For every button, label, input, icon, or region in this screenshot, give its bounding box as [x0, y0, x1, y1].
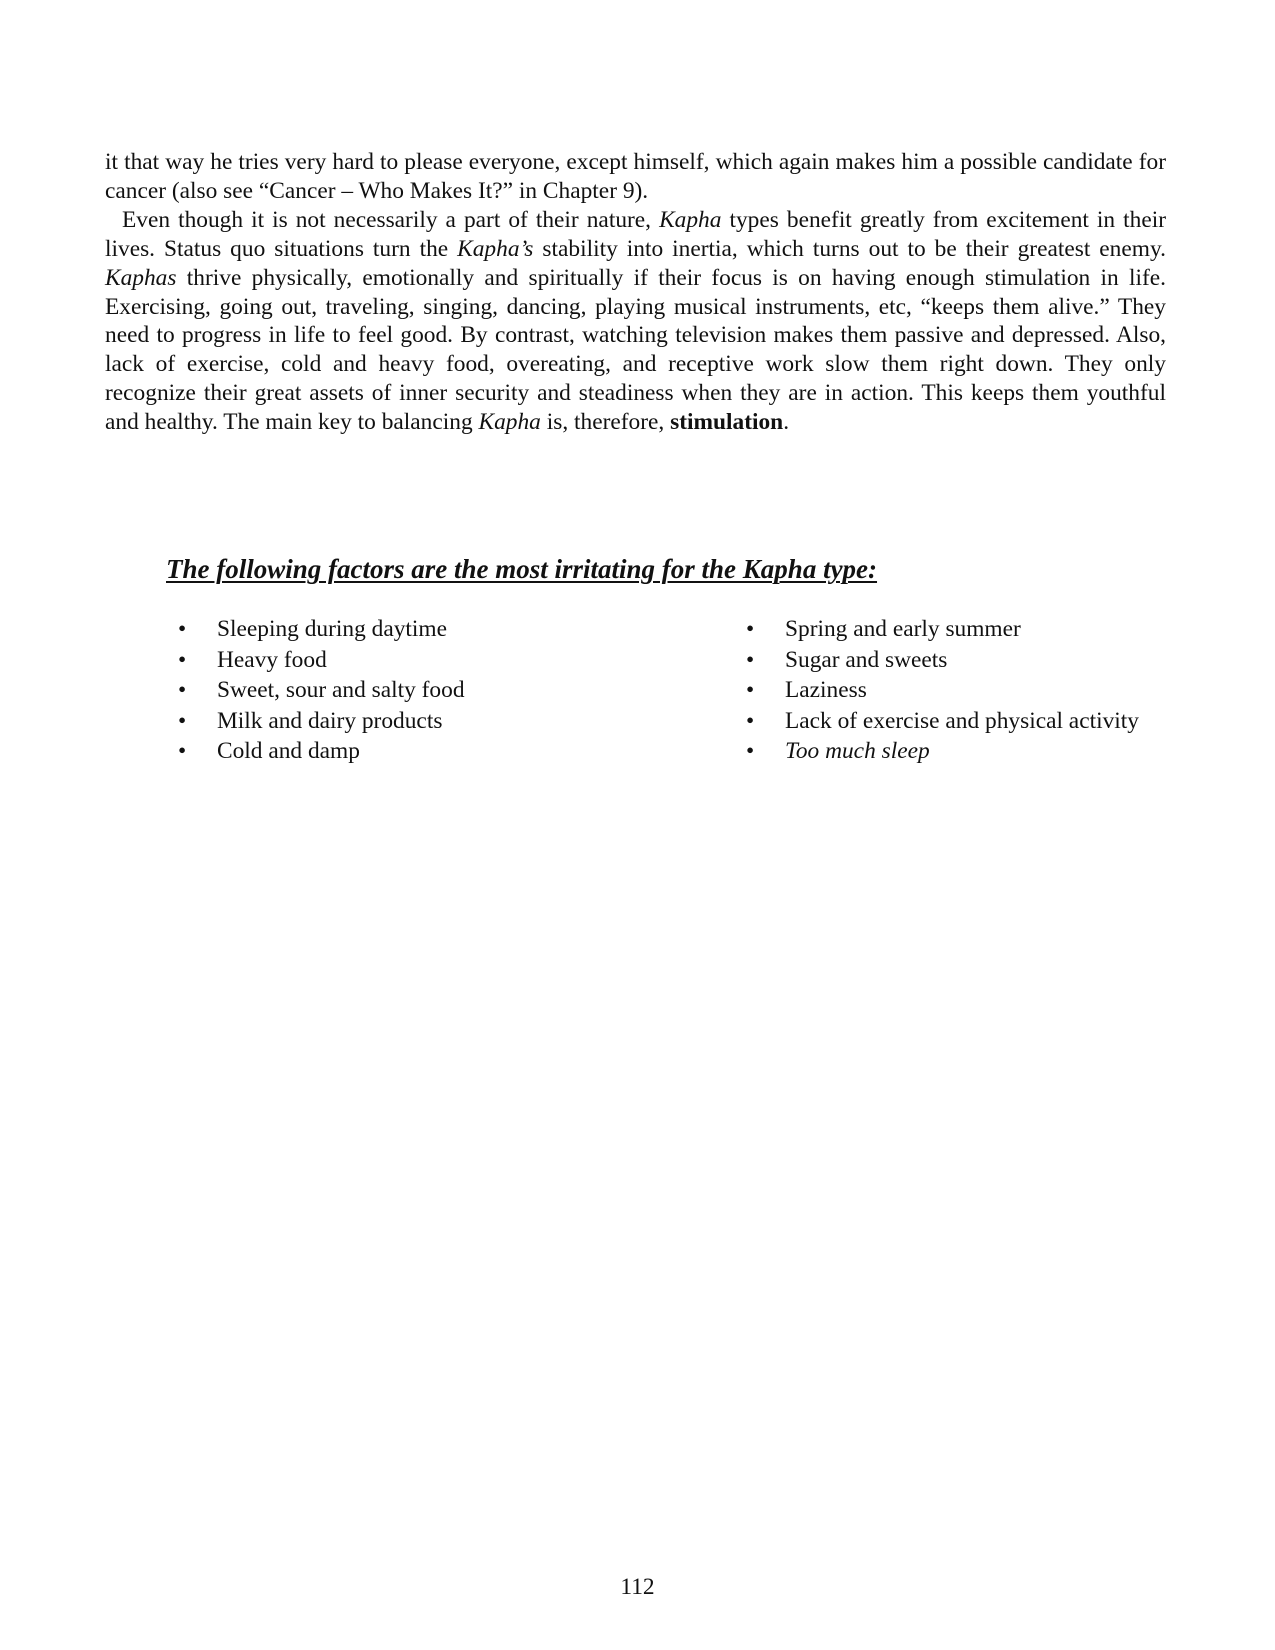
kapha-term: Kaphas	[105, 264, 177, 291]
bullet-icon: •	[178, 707, 187, 734]
bullet-icon: •	[746, 738, 755, 764]
list-item-text: Sleeping during daytime	[217, 616, 447, 642]
list-item	[746, 736, 1139, 767]
paragraph-2-text-1: Even though it is not necessarily a part of their nature,	[122, 206, 660, 233]
list-item-text: Lack of exercise and physical activity	[785, 707, 1139, 734]
irritating-factors-list-right	[746, 614, 1139, 767]
list-item-text: Milk and dairy products	[217, 707, 443, 734]
paragraph-1-text: it that way he tries very hard to please everyone, except himself, which again makes him a possible candidate for cancer (also see “Cancer – Who Makes It?” in Chapter 9).	[105, 149, 1166, 204]
kapha-term: Kapha	[659, 206, 722, 233]
list-item-text: Spring and early summer	[785, 616, 1021, 642]
paragraph-2-text-3: stability into inertia, which turns out to be their greatest enemy.	[533, 235, 1166, 262]
list-item	[746, 706, 1139, 737]
paragraph-2-text-4: thrive physically, emotionally and spiritually if their focus is on having enough stimulation in life. Exercising, going out, traveling, singing, dancing, playing musical instruments, etc, “keeps them alive.” They need to progress in life to feel good. By contrast, watching television makes them passive and depressed. Also, lack of exercise, cold and heavy food, overeating, and receptive work slow them right down. They only recognize their great assets of inner security and steadiness when they are in action. This keeps them youthful and healthy. The main key to balancing	[105, 264, 1166, 436]
stimulation-keyword: stimulation	[670, 409, 784, 436]
bullet-icon: •	[746, 707, 755, 734]
paragraph-kapha-stimulation	[105, 206, 1166, 437]
bullet-icon: •	[178, 646, 187, 673]
list-item	[178, 675, 465, 706]
kapha-term: Kapha	[478, 409, 541, 436]
irritating-factors-list-left	[178, 614, 465, 767]
list-item-text: Too much sleep	[785, 738, 930, 764]
list-item	[178, 614, 465, 645]
bullet-icon: •	[746, 677, 755, 703]
list-item	[178, 706, 465, 737]
bullet-icon: •	[178, 616, 187, 642]
list-item	[746, 675, 1139, 706]
bullet-icon: •	[746, 646, 755, 673]
page-number: 112	[620, 1574, 655, 1600]
bullet-icon: •	[746, 616, 755, 642]
bullet-icon: •	[178, 677, 187, 703]
list-item-text: Sweet, sour and salty food	[217, 677, 465, 703]
list-item-text: Sugar and sweets	[785, 646, 948, 673]
section-heading: The following factors are the most irritating for the Kapha type:	[166, 554, 878, 584]
list-item	[178, 645, 465, 676]
list-item	[746, 614, 1139, 645]
list-item	[178, 736, 465, 767]
list-item	[746, 645, 1139, 676]
kapha-term: Kapha’s	[457, 235, 534, 262]
paragraph-2-text-5: is, therefore,	[540, 409, 671, 436]
list-item-text: Laziness	[785, 677, 867, 703]
paragraph-continuation	[105, 148, 1166, 206]
bullet-icon: •	[178, 738, 187, 764]
list-item-text: Cold and damp	[217, 738, 360, 764]
body-text	[105, 148, 1166, 437]
paragraph-2-end: .	[783, 409, 790, 436]
paragraph-2-text-2: types benefit greatly from excitement in their lives. Status quo situations turn the	[105, 206, 1166, 262]
list-item-text: Heavy food	[217, 646, 327, 673]
